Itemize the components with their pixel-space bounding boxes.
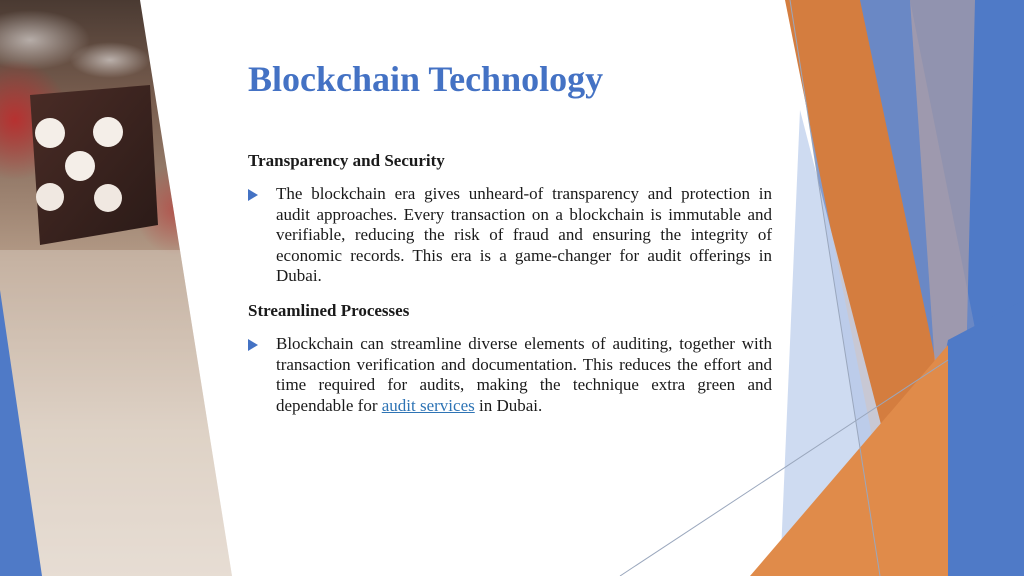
bullet-text: The blockchain era gives unheard-of transparency and protection in audit approaches. Every transaction on a blockchain is immutable and verifiable, reducing the risk of fraud and ensuring the integrity of economic records. This era is a game-changer for audit offerings in Dubai. [276,184,772,286]
audit-services-link[interactable]: audit services [381,395,475,415]
section-heading-transparency: Transparency and Security [248,151,445,170]
triangle-right-icon [248,339,258,351]
bullet-text [276,334,772,416]
slide-title: Blockchain Technology [248,59,604,99]
bullet-text-start: Blockchain can streamline diverse elements of auditing, together with transaction verification and documentation. This reduces the effort and time required for audits, making the technique extra green and dependable for [276,334,772,415]
bullet-text-end: in Dubai. [474,395,543,415]
section-heading-streamlined: Streamlined Processes [248,301,410,320]
dice-photo [0,0,240,576]
triangle-right-icon [248,189,258,201]
